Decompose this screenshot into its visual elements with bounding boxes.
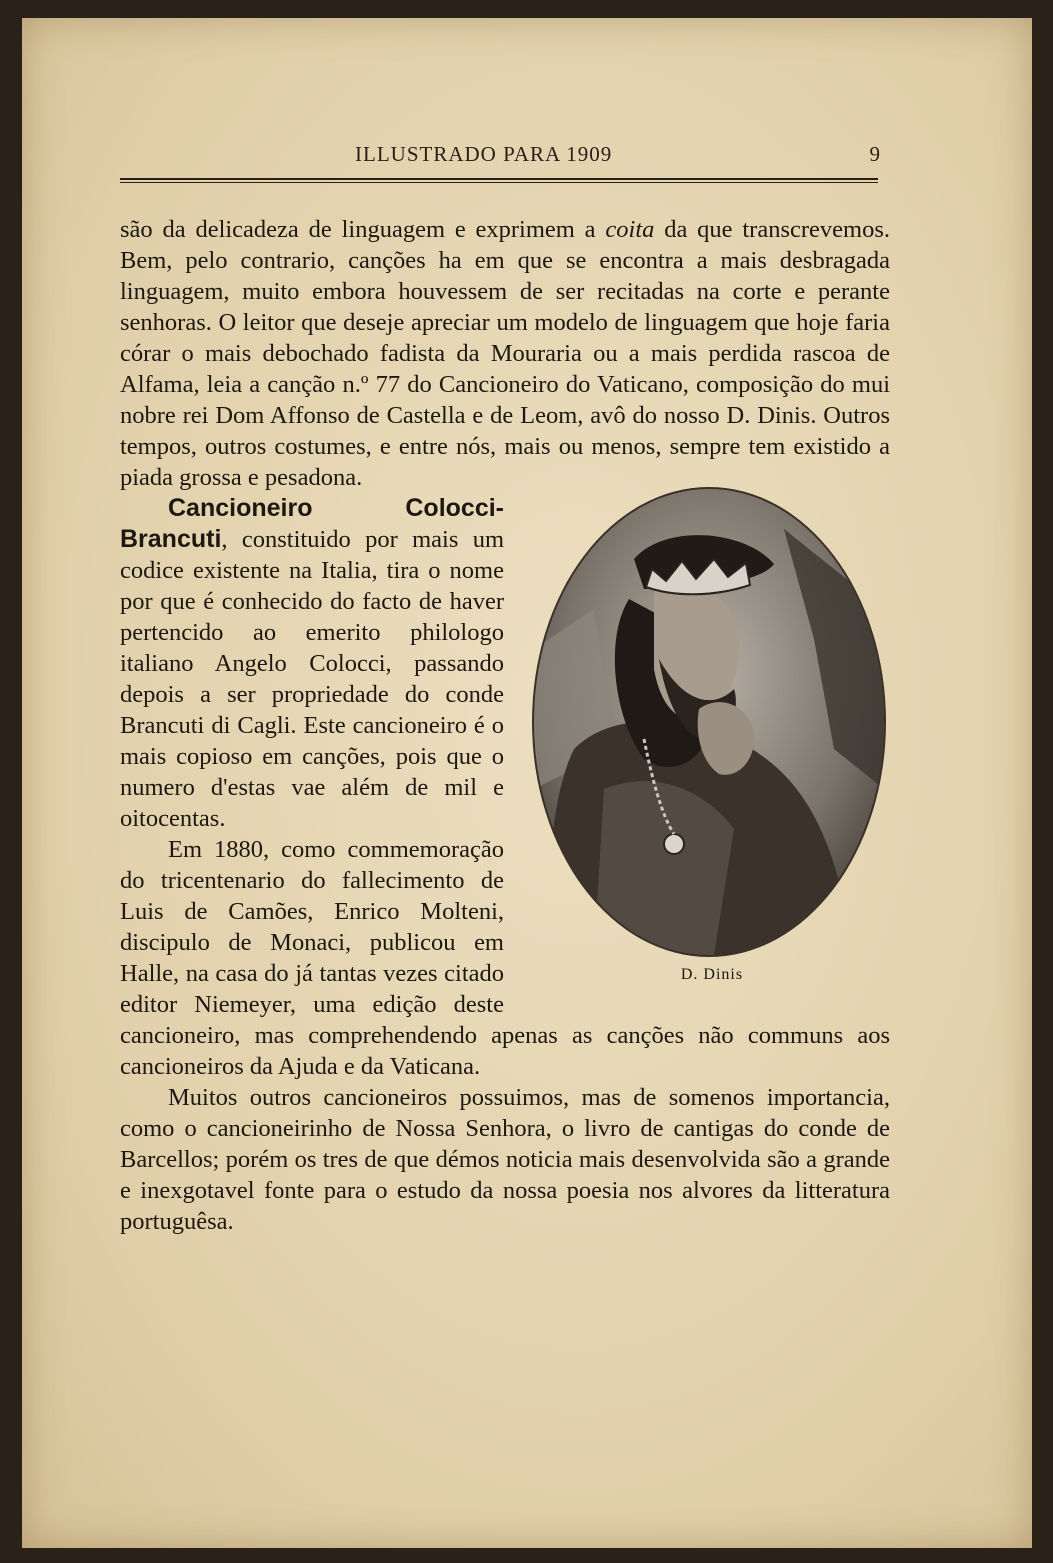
figure-portrait (522, 487, 904, 997)
body-text (120, 214, 890, 1237)
paragraph-2: Cancioneiro Colocci-Brancuti, constituido por mais um codice existente na Italia, tira o nome por que é conhecido do facto de haver pertencido ao emerito philologo italiano Angelo Colocci, passando depois a ser propriedade do conde Brancuti di Cagli. Este cancioneiro é o mais copioso em canções, pois que o numero d'estas vae além de mil e oitocentas. (120, 494, 504, 832)
paragraph-3: Em 1880, como commemoração do tricentenario do fallecimento de Luis de Camões, Enrico Molteni, discipulo de Monaci, publicou em Halle, na casa do já tantas vezes citado editor Niemeyer, uma edição deste cancioneiro, mas comprehendendo apenas as canções não communs aos cancioneiros da Ajuda e da Vaticana. (120, 836, 890, 1080)
portrait-illustration (534, 489, 884, 955)
paragraph-4: Muitos outros cancioneiros possuimos, mas de somenos importancia, como o cancioneirinho de Nossa Senhora, o livro de cantigas do conde de Barcellos; porém os tres de que démos noticia mais desenvolvida são a grande e inexgotavel fonte para o estudo da nossa poesia nos alvores da litteratura portuguêsa. (120, 1084, 890, 1235)
header-rule-thin (120, 182, 878, 183)
bold-term: Cancioneiro Colocci-Brancuti (120, 494, 504, 553)
emphasis-word: coita (605, 216, 655, 243)
portrait-image (532, 487, 886, 957)
header-rule (120, 178, 878, 180)
running-header (120, 142, 880, 172)
figure-caption: D. Dinis (680, 966, 744, 983)
paragraph-1: são da delicadeza de linguagem e exprimem a coita da que transcrevemos. Bem, pelo contrario, canções ha em que se encontra a mais desbragada linguagem, muito embora houvessem de ser recitadas na corte e perante senhoras. O leitor que deseje apreciar um modelo de linguagem que hoje faria córar o mais debochado fadista da Mouraria ou a mais perdida rascoa de Alfama, leia a canção n.º 77 do Cancioneiro do Vaticano, composição do mui nobre rei Dom Affonso de Castella e de Leom, avô do nosso D. Dinis. Outros tempos, outros costumes, e entre nós, mais ou menos, sempre tem existido a piada grossa e pesadona. (120, 216, 890, 491)
page-number: 9 (869, 142, 880, 166)
running-title: ILLUSTRADO PARA 1909 (355, 142, 613, 166)
